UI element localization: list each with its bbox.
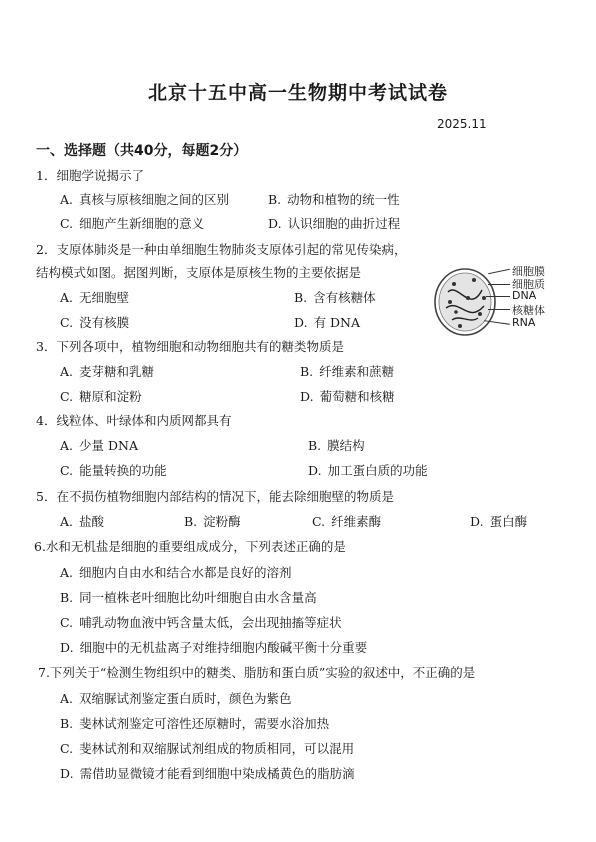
option-text: 蛋白酶 [489,514,528,529]
option-text: 纤维素和蔗糖 [319,364,395,379]
option-text: 斐林试剂鉴定可溶性还原糖时，需要水浴加热 [79,716,330,731]
question-3-stem: 3．下列各项中，植物细胞和动物细胞共有的糖类物质是 [36,339,344,354]
label-rna: RNA [512,316,536,329]
option-label: D. [60,640,74,655]
option-text: 认识细胞的曲折过程 [287,216,401,231]
option-label: D. [300,389,314,404]
exam-date: 2025.11 [437,117,487,131]
question-6-option-a[interactable] [60,563,292,581]
option-text: 细胞产生新细胞的意义 [79,216,205,231]
option-text: 双缩脲试剂鉴定蛋白质时，颜色为紫色 [79,691,292,706]
option-label: C. [60,463,74,478]
question-7-option-a[interactable] [60,689,292,707]
option-text: 盐酸 [79,514,105,529]
option-label: D. [268,216,282,231]
option-text: 含有核糖体 [313,290,376,305]
question-4-option-c[interactable] [60,461,167,479]
label-ribosome: 核糖体 [512,304,545,317]
question-1-option-a[interactable] [60,190,229,208]
option-label: A. [60,565,74,580]
question-3-option-b[interactable] [300,362,394,380]
question-5-option-b[interactable] [184,512,241,530]
option-text: 没有核膜 [79,315,130,330]
option-label: A. [60,438,74,453]
option-label: C. [60,615,74,630]
option-label: B. [294,290,308,305]
mycoplasma-cell-drawing [430,262,570,342]
question-2-option-c[interactable] [60,313,129,331]
question-2-option-a[interactable] [60,288,129,306]
question-1-option-c[interactable] [60,214,204,232]
option-label: D. [294,315,308,330]
question-4-stem: 4．线粒体、叶绿体和内质网都具有 [36,413,232,428]
question-5-stem: 5．在不损伤植物细胞内部结构的情况下，能去除细胞壁的物质是 [36,489,394,504]
option-text: 纤维素酶 [331,514,382,529]
option-text: 加工蛋白质的功能 [327,463,428,478]
option-text: 斐林试剂和双缩脲试剂组成的物质相同，可以混用 [79,741,355,756]
question-5-option-a[interactable] [60,512,104,530]
question-6-option-d[interactable] [60,638,367,656]
option-label: A. [60,514,74,529]
option-label: C. [60,216,74,231]
label-cell-membrane: 细胞膜 [512,265,545,278]
option-label: D. [60,766,74,781]
option-label: B. [60,716,74,731]
option-text: 动物和植物的统一性 [287,192,400,207]
option-text: 同一植株老叶细胞比幼叶细胞自由水含量高 [79,590,317,605]
option-label: B. [60,590,74,605]
option-label: C. [312,514,326,529]
question-1-option-d[interactable] [268,214,400,232]
option-text: 糖原和淀粉 [79,389,142,404]
label-cytoplasm: 细胞质 [512,278,545,291]
option-text: 需借助显微镜才能看到细胞中染成橘黄色的脂肪滴 [79,766,355,781]
option-text: 有 DNA [313,315,361,330]
leader-line [488,309,510,310]
question-5-option-d[interactable] [470,512,527,530]
option-text: 细胞内自由水和结合水都是良好的溶剂 [79,565,292,580]
option-text: 哺乳动物血液中钙含量太低，会出现抽搐等症状 [79,615,342,630]
option-label: B. [300,364,314,379]
leader-line [488,284,510,285]
question-2-option-d[interactable] [294,313,360,331]
question-7-option-b[interactable] [60,714,329,732]
option-label: B. [184,514,198,529]
option-text: 淀粉酶 [203,514,241,529]
question-2-stem: 2．支原体肺炎是一种由单细胞生物肺炎支原体引起的常见传染病， [36,242,407,257]
question-4-option-a[interactable] [60,436,138,454]
question-7-option-d[interactable] [60,764,355,782]
question-1-stem: 1．细胞学说揭示了 [36,168,144,183]
option-text: 无细胞壁 [79,290,130,305]
option-label: A. [60,192,74,207]
leader-line [486,296,510,297]
question-3-option-a[interactable] [60,362,154,380]
option-text: 膜结构 [327,438,365,453]
option-label: A. [60,364,74,379]
option-text: 真核与原核细胞之间的区别 [79,192,230,207]
question-1-option-b[interactable] [268,190,400,208]
question-3-option-d[interactable] [300,387,395,405]
mycoplasma-diagram [430,262,570,342]
question-6-option-b[interactable] [60,588,317,606]
question-6-stem: 6.水和无机盐是细胞的重要组成成分，下列表述正确的是 [34,539,346,554]
option-text: 麦芽糖和乳糖 [79,364,155,379]
option-text: 葡萄糖和核糖 [319,389,395,404]
question-6-option-c[interactable] [60,613,342,631]
question-2-stem-line2: 结构模式如图。据图判断，支原体是原核生物的主要依据是 [36,265,362,280]
option-label: A. [60,691,74,706]
section-heading: 一、选择题（共40分，每题2分） [36,143,248,159]
option-text: 细胞中的无机盐离子对维持细胞内酸碱平衡十分重要 [79,640,368,655]
question-3-option-c[interactable] [60,387,142,405]
question-2-option-b[interactable] [294,288,376,306]
option-label: C. [60,741,74,756]
option-label: D. [470,514,484,529]
question-4-option-b[interactable] [308,436,365,454]
question-7-stem: 7.下列关于“检测生物组织中的糖类、脂肪和蛋白质”实验的叙述中，不正确的是 [38,665,476,680]
option-label: C. [60,315,74,330]
option-text: 少量 DNA [79,438,138,453]
label-dna: DNA [512,289,537,302]
question-7-option-c[interactable] [60,739,354,757]
option-label: A. [60,290,74,305]
option-label: B. [308,438,322,453]
option-label: C. [60,389,74,404]
option-text: 能量转换的功能 [79,463,167,478]
page-title: 北京十五中高一生物期中考试试卷 [147,82,448,104]
option-label: D. [308,463,322,478]
option-label: B. [268,192,282,207]
question-4-option-d[interactable] [308,461,428,479]
question-5-option-c[interactable] [312,512,381,530]
